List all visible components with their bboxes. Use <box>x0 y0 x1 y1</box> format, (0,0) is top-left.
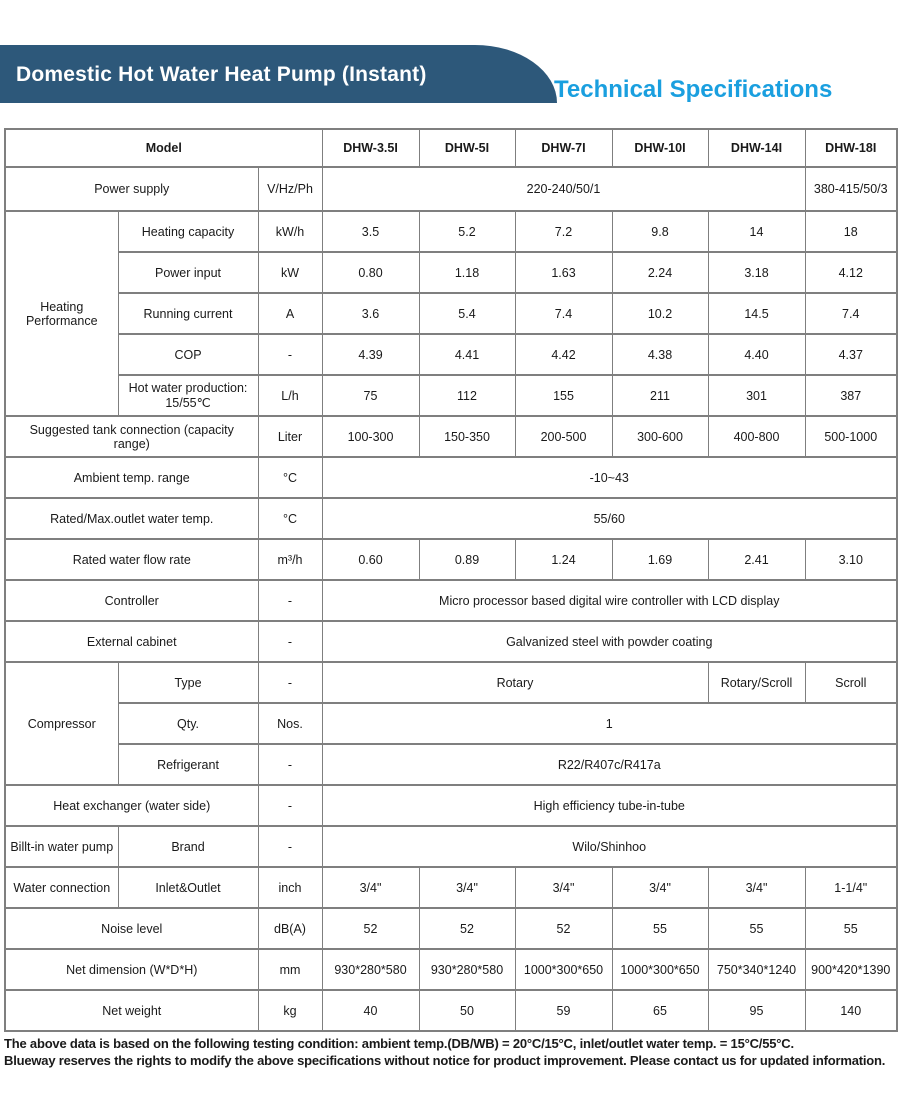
value-cell: -10~43 <box>322 457 897 498</box>
value-cell: 3/4" <box>708 867 805 908</box>
value-cell: 55/60 <box>322 498 897 539</box>
row-label: Rated water flow rate <box>5 539 258 580</box>
banner-title: Domestic Hot Water Heat Pump (Instant) <box>16 63 427 86</box>
footnotes <box>4 1036 896 1070</box>
value-cell: 52 <box>515 908 612 949</box>
row-sublabel: Heating capacity <box>118 211 258 252</box>
row-label: Ambient temp. range <box>5 457 258 498</box>
value-cell: 7.4 <box>805 293 897 334</box>
value-cell: 3/4" <box>612 867 708 908</box>
row-label: Power supply <box>5 167 258 211</box>
row-label: Water connection <box>5 867 118 908</box>
value-cell: 930*280*580 <box>419 949 515 990</box>
footnote-testing-condition: The above data is based on the following testing condition: ambient temp.(DB/WB) = 20°C/15°C, inlet/outlet water temp. = 15°C/55°C. <box>4 1036 794 1051</box>
value-cell: 4.40 <box>708 334 805 375</box>
value-cell: 112 <box>419 375 515 416</box>
value-cell: 55 <box>612 908 708 949</box>
value-cell: 7.4 <box>515 293 612 334</box>
row-sublabel: Brand <box>118 826 258 867</box>
value-cell: 220-240/50/1 <box>322 167 805 211</box>
value-cell: 1.24 <box>515 539 612 580</box>
value-cell: 4.12 <box>805 252 897 293</box>
value-cell: 500-1000 <box>805 416 897 457</box>
value-cell: 900*420*1390 <box>805 949 897 990</box>
value-cell: 4.38 <box>612 334 708 375</box>
row-sublabel: Inlet&Outlet <box>118 867 258 908</box>
model-column-header: DHW-18I <box>805 129 897 167</box>
value-cell: 301 <box>708 375 805 416</box>
value-cell: 0.89 <box>419 539 515 580</box>
value-cell: 4.37 <box>805 334 897 375</box>
value-cell: 65 <box>612 990 708 1031</box>
value-cell: 10.2 <box>612 293 708 334</box>
value-cell: 40 <box>322 990 419 1031</box>
unit-cell: kW <box>258 252 322 293</box>
value-cell: 0.80 <box>322 252 419 293</box>
row-label: Net weight <box>5 990 258 1031</box>
value-cell: 0.60 <box>322 539 419 580</box>
value-cell: 3/4" <box>515 867 612 908</box>
value-cell: 3.18 <box>708 252 805 293</box>
row-sublabel: Qty. <box>118 703 258 744</box>
model-column-header: DHW-14I <box>708 129 805 167</box>
row-label: Net dimension (W*D*H) <box>5 949 258 990</box>
row-outlet-temp <box>5 498 897 539</box>
value-cell: 52 <box>419 908 515 949</box>
value-cell: 1000*300*650 <box>612 949 708 990</box>
model-column-header: DHW-3.5I <box>322 129 419 167</box>
value-cell: 3.5 <box>322 211 419 252</box>
row-heating-capacity <box>5 211 897 252</box>
value-cell: 300-600 <box>612 416 708 457</box>
value-cell: 380-415/50/3 <box>805 167 897 211</box>
row-heat-exchanger <box>5 785 897 826</box>
value-cell: 150-350 <box>419 416 515 457</box>
unit-cell: inch <box>258 867 322 908</box>
value-cell: 3/4" <box>419 867 515 908</box>
value-cell: 1000*300*650 <box>515 949 612 990</box>
row-label: External cabinet <box>5 621 258 662</box>
row-hot-water-production <box>5 375 897 416</box>
unit-cell: Nos. <box>258 703 322 744</box>
value-cell: High efficiency tube-in-tube <box>322 785 897 826</box>
row-sublabel: Power input <box>118 252 258 293</box>
row-noise-level <box>5 908 897 949</box>
value-cell: 9.8 <box>612 211 708 252</box>
section-label: Heating Performance <box>5 211 118 416</box>
value-cell: 3.10 <box>805 539 897 580</box>
value-cell: 3/4" <box>322 867 419 908</box>
unit-cell: °C <box>258 498 322 539</box>
value-cell: 55 <box>708 908 805 949</box>
row-label: Noise level <box>5 908 258 949</box>
value-cell: 140 <box>805 990 897 1031</box>
section-label: Compressor <box>5 662 118 785</box>
value-cell: 52 <box>322 908 419 949</box>
value-cell: 155 <box>515 375 612 416</box>
value-cell: 2.41 <box>708 539 805 580</box>
value-cell: 2.24 <box>612 252 708 293</box>
value-cell: 211 <box>612 375 708 416</box>
row-label: Controller <box>5 580 258 621</box>
value-cell: 50 <box>419 990 515 1031</box>
value-cell: 1.63 <box>515 252 612 293</box>
value-cell: 387 <box>805 375 897 416</box>
row-compressor-type <box>5 662 897 703</box>
row-sublabel: Hot water production: 15/55℃ <box>118 375 258 416</box>
value-cell: 4.39 <box>322 334 419 375</box>
row-sublabel: Type <box>118 662 258 703</box>
value-cell: 59 <box>515 990 612 1031</box>
value-cell: 75 <box>322 375 419 416</box>
row-cop <box>5 334 897 375</box>
unit-cell: - <box>258 580 322 621</box>
unit-cell: kg <box>258 990 322 1031</box>
value-cell: 930*280*580 <box>322 949 419 990</box>
unit-cell: °C <box>258 457 322 498</box>
unit-cell: A <box>258 293 322 334</box>
value-cell: R22/R407c/R417a <box>322 744 897 785</box>
page-title: Technical Specifications <box>554 76 833 103</box>
value-cell: 55 <box>805 908 897 949</box>
unit-cell: - <box>258 785 322 826</box>
value-cell: Wilo/Shinhoo <box>322 826 897 867</box>
unit-cell: L/h <box>258 375 322 416</box>
value-cell: Micro processor based digital wire controller with LCD display <box>322 580 897 621</box>
row-power-input <box>5 252 897 293</box>
value-cell: 14.5 <box>708 293 805 334</box>
row-tank-connection <box>5 416 897 457</box>
model-column-header: DHW-7I <box>515 129 612 167</box>
value-cell: 5.4 <box>419 293 515 334</box>
value-cell: 5.2 <box>419 211 515 252</box>
header-banner <box>0 45 557 103</box>
value-cell: 14 <box>708 211 805 252</box>
value-cell: 1 <box>322 703 897 744</box>
row-water-pump <box>5 826 897 867</box>
value-cell: 3.6 <box>322 293 419 334</box>
model-column-header: DHW-10I <box>612 129 708 167</box>
value-cell: 1.18 <box>419 252 515 293</box>
unit-cell: - <box>258 621 322 662</box>
value-cell: 4.42 <box>515 334 612 375</box>
row-water-connection <box>5 867 897 908</box>
unit-cell: - <box>258 662 322 703</box>
value-cell: 1.69 <box>612 539 708 580</box>
row-net-dimension <box>5 949 897 990</box>
unit-cell: V/Hz/Ph <box>258 167 322 211</box>
row-controller <box>5 580 897 621</box>
value-cell: 200-500 <box>515 416 612 457</box>
row-sublabel: COP <box>118 334 258 375</box>
value-cell: Rotary/Scroll <box>708 662 805 703</box>
model-header-cell: Model <box>5 129 322 167</box>
value-cell: 7.2 <box>515 211 612 252</box>
value-cell: Scroll <box>805 662 897 703</box>
row-running-current <box>5 293 897 334</box>
row-compressor-qty <box>5 703 897 744</box>
unit-cell: kW/h <box>258 211 322 252</box>
unit-cell: - <box>258 826 322 867</box>
unit-cell: m³/h <box>258 539 322 580</box>
row-label: Rated/Max.outlet water temp. <box>5 498 258 539</box>
unit-cell: Liter <box>258 416 322 457</box>
value-cell: 95 <box>708 990 805 1031</box>
row-sublabel: Running current <box>118 293 258 334</box>
value-cell: 4.41 <box>419 334 515 375</box>
row-label: Heat exchanger (water side) <box>5 785 258 826</box>
model-column-header: DHW-5I <box>419 129 515 167</box>
value-cell: Rotary <box>322 662 708 703</box>
value-cell: 750*340*1240 <box>708 949 805 990</box>
unit-cell: - <box>258 334 322 375</box>
row-external-cabinet <box>5 621 897 662</box>
unit-cell: mm <box>258 949 322 990</box>
row-label: Billt-in water pump <box>5 826 118 867</box>
row-power-supply <box>5 167 897 211</box>
row-compressor-refrigerant <box>5 744 897 785</box>
footnote-disclaimer: Blueway reserves the rights to modify the above specifications without notice for product improvement. Please contact us for updated information. <box>4 1053 886 1068</box>
spec-table <box>4 128 898 1032</box>
value-cell: Galvanized steel with powder coating <box>322 621 897 662</box>
value-cell: 100-300 <box>322 416 419 457</box>
value-cell: 18 <box>805 211 897 252</box>
row-net-weight <box>5 990 897 1031</box>
value-cell: 1-1/4" <box>805 867 897 908</box>
row-flow-rate <box>5 539 897 580</box>
row-ambient-temp <box>5 457 897 498</box>
row-sublabel: Refrigerant <box>118 744 258 785</box>
value-cell: 400-800 <box>708 416 805 457</box>
unit-cell: - <box>258 744 322 785</box>
unit-cell: dB(A) <box>258 908 322 949</box>
row-label: Suggested tank connection (capacity range) <box>5 416 258 457</box>
table-header-row <box>5 129 897 167</box>
